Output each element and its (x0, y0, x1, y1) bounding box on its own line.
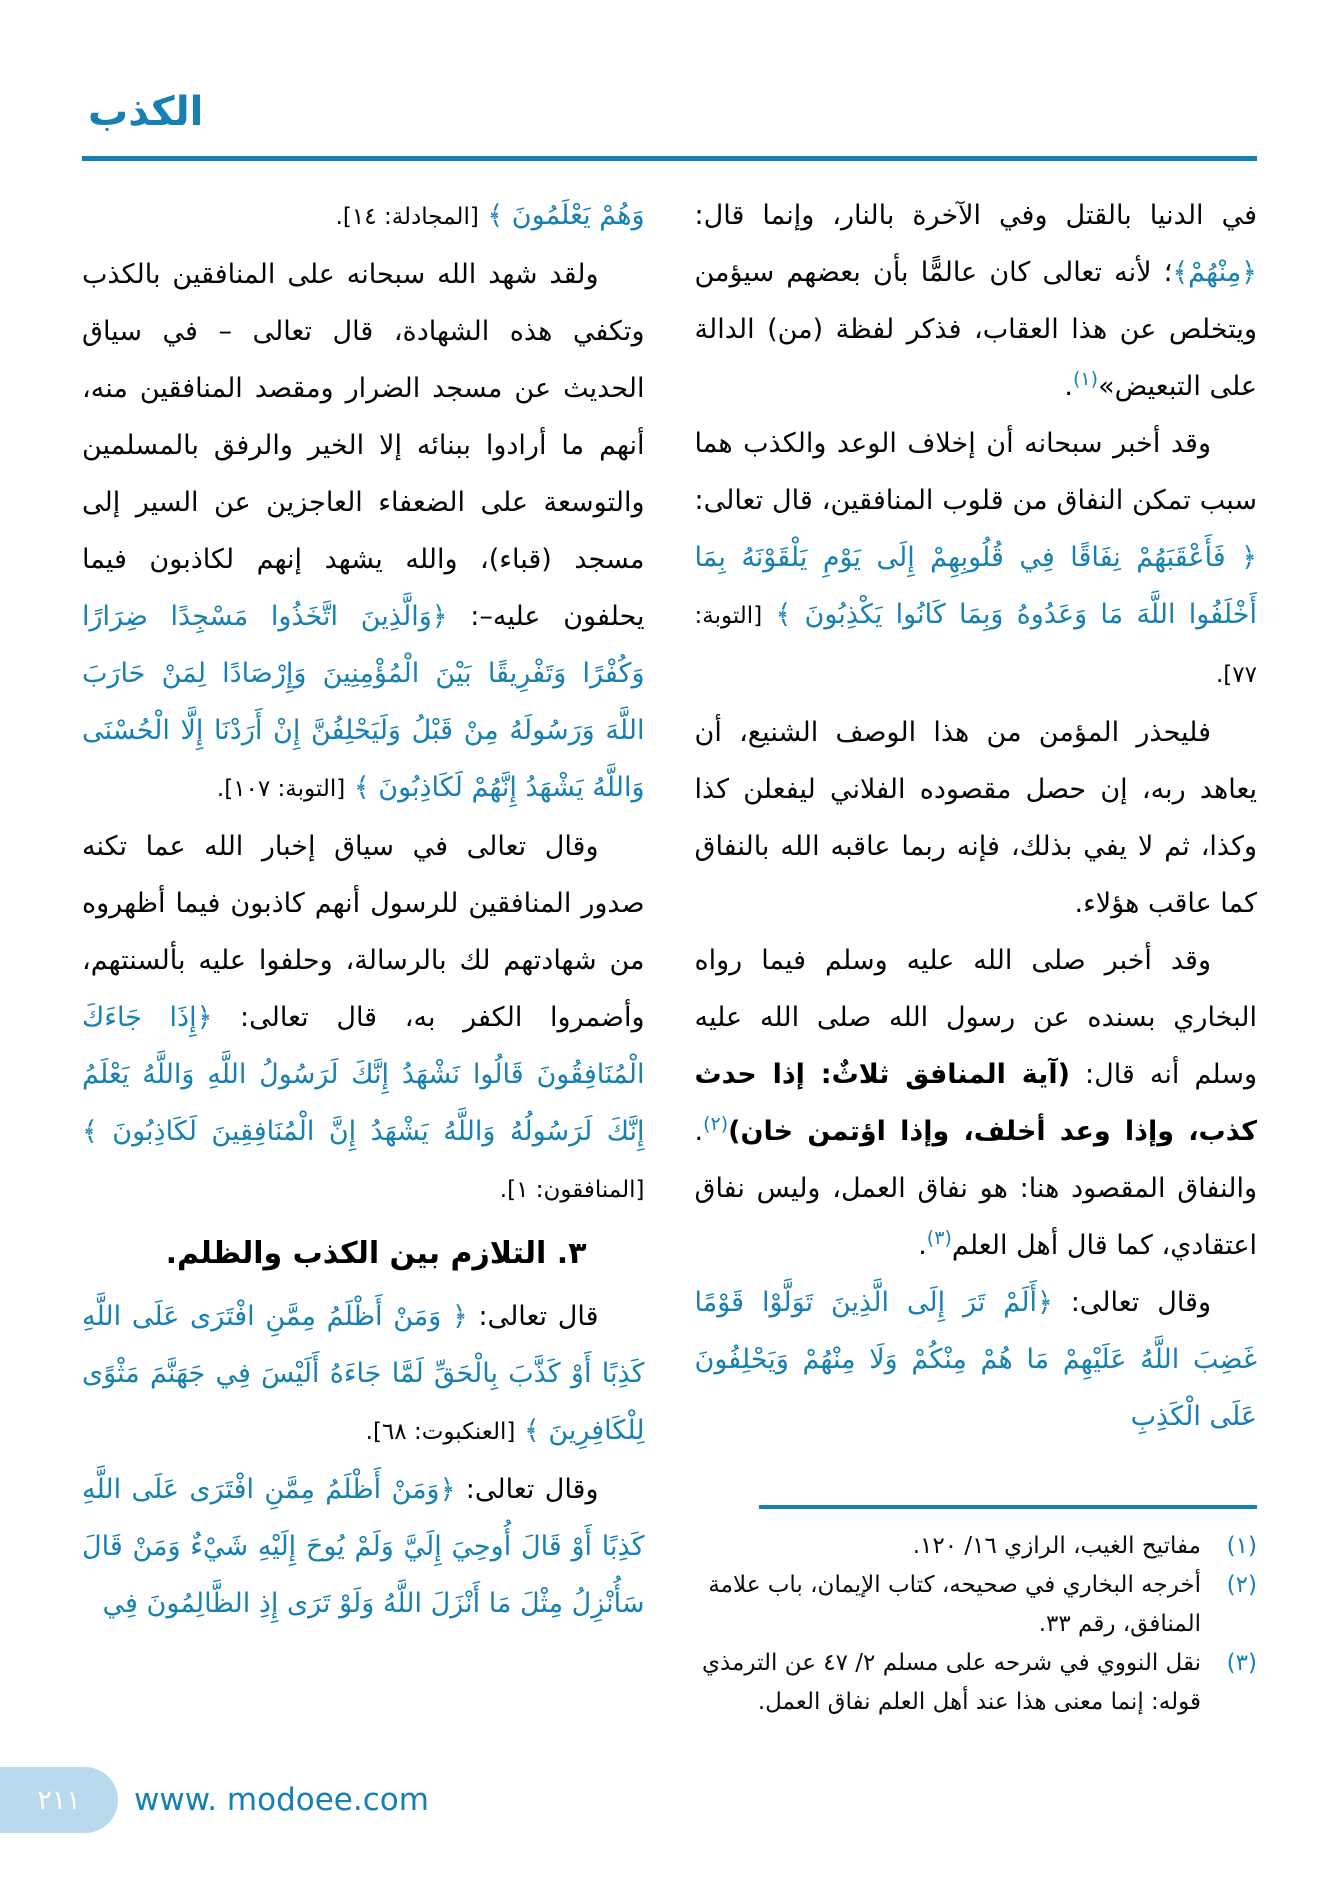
body-text: وقال تعالى: (455, 1474, 599, 1505)
quran-reference: [التوبة: ١٠٧]. (216, 776, 346, 802)
hadith-bold-text: (آية المنافق ثلاثٌ: إذا حدث كذب، وإذا وعد أخلف، وإذا اؤتمن خان) (694, 1059, 1257, 1147)
body-text: وقال تعالى في سياق إخبار الله عما تكنه صدور المنافقين للرسول أنهم كاذبون فيما أظهروه من شهادتهم لك بالرسالة، وحلفوا عليه بألسنتهم، وأضمروا الكفر به، قال تعالى: (82, 831, 645, 1033)
footnote-marker: (١) (1073, 368, 1099, 390)
quran-verse-text: ﴿ فَأَعْقَبَهُمْ نِفَاقًا فِي قُلُوبِهِمْ إِلَى يَوْمِ يَلْقَوْنَهُ بِمَا أَخْلَفُوا اللَّهَ مَا وَعَدُوهُ وَبِمَا كَانُوا يَكْذِبُونَ ﴾ (694, 542, 1257, 630)
footnote-marker: (٣) (926, 1227, 952, 1249)
body-text: ولقد شهد الله سبحانه على المنافقين بالكذب وتكفي هذه الشهادة، قال تعالى – في سياق الحديث عن مسجد الضرار ومقصد المنافقين منه، أنهم ما أرادوا ببنائه إلا الخير والرفق بالمسلمين والتوسعة على الضعفاء العاجزين عن السير إلى مسجد (قباء)، والله يشهد إنهم لكاذبون فيما يحلفون عليه–: (82, 259, 645, 632)
footnote-block (695, 1505, 1258, 1732)
quran-reference: [المجادلة: ١٤]. (335, 204, 479, 230)
page-body (0, 161, 1339, 1732)
footnote-item (695, 1566, 1258, 1644)
paragraph (82, 1288, 645, 1461)
body-text: . والنفاق المقصود هنا: هو نفاق العمل، وليس نفاق اعتقادي، كما قال أهل العلم (694, 1116, 1257, 1261)
body-text: في الدنيا بالقتل وفي الآخرة بالنار، وإنما قال: (694, 200, 1257, 231)
page-footer (0, 1767, 429, 1833)
body-text: ؛ لأنه تعالى كان عالمًّا بأن بعضهم سيؤمن ويتخلص عن هذا العقاب، فذكر لفظة (من) الدالة على التبعيض» (694, 257, 1257, 402)
footnote-text: نقل النووي في شرحه على مسلم ٢/ ٤٧ عن الترمذي قوله: إنما معنى هذا عند أهل العلم نفاق العمل. (701, 1650, 1201, 1715)
section-heading (82, 1225, 645, 1282)
footnote-number: (٢) (1226, 1572, 1257, 1598)
footnote-item (695, 1644, 1258, 1722)
body-text: وقد أخبر صلى الله عليه وسلم فيما رواه البخاري بسنده عن رسول الله صلى الله عليه وسلم أنه قال: (694, 945, 1257, 1090)
paragraph (82, 1461, 645, 1632)
footnote-item (695, 1527, 1258, 1566)
footnote-number: (٣) (1226, 1650, 1257, 1676)
footnote-list (695, 1527, 1258, 1722)
page-number-badge (0, 1767, 118, 1833)
footnote-divider (759, 1505, 1257, 1509)
quran-reference: [المنافقون: ١]. (499, 1177, 645, 1203)
paragraph (82, 187, 645, 246)
footnote-text: مفاتيح الغيب، الرازي ١٦/ ١٢٠. (912, 1533, 1201, 1559)
quran-reference: [التوبة: ٧٧]. (694, 603, 1257, 688)
body-text: قال تعالى: (467, 1301, 599, 1332)
column-left-paragraphs (82, 187, 645, 1632)
page-number: ٢١١ (37, 1784, 81, 1816)
website-link[interactable]: www. modoee.com (134, 1782, 429, 1818)
quran-verse-text: ﴿وَمَنْ أَظْلَمُ مِمَّنِ افْتَرَى عَلَى اللَّهِ كَذِبًا أَوْ قَالَ أُوحِيَ إِلَيَّ وَلَمْ يُوحَ إِلَيْهِ شَيْءٌ وَمَنْ قَالَ سَأُنْزِلُ مِثْلَ مَا أَنْزَلَ اللَّهُ وَلَوْ تَرَى إِذِ الظَّالِمُونَ فِي (82, 1474, 645, 1619)
body-text: وقال تعالى: (1052, 1287, 1211, 1318)
footnote-marker: (٢) (703, 1113, 729, 1135)
body-text: . (1064, 371, 1073, 402)
footnote-text: أخرجه البخاري في صحيحه، كتاب الإيمان، باب علامة المنافق، رقم ٣٣. (708, 1572, 1201, 1637)
quran-reference: [العنكبوت: ٦٨]. (365, 1419, 516, 1445)
footnote-number: (١) (1226, 1533, 1257, 1559)
quran-verse-text: ﴿مِنْهُمْ﴾ (1172, 257, 1257, 288)
paragraph (82, 818, 645, 1219)
paragraph (695, 415, 1258, 704)
quran-verse-text: ﴿إِذَا جَاءَكَ الْمُنَافِقُونَ قَالُوا نَشْهَدُ إِنَّكَ لَرَسُولُ اللَّهِ وَاللَّهُ يَعْلَمُ إِنَّكَ لَرَسُولُهُ وَاللَّهُ يَشْهَدُ إِنَّ الْمُنَافِقِينَ لَكَاذِبُونَ ﴾ (82, 1002, 645, 1147)
column-right-paragraphs (695, 187, 1258, 1445)
page-header (0, 0, 1339, 161)
column-left (82, 187, 645, 1732)
body-text: . (918, 1230, 927, 1261)
body-text: وقد أخبر سبحانه أن إخلاف الوعد والكذب هما سبب تمكن النفاق من قلوب المنافقين، قال تعالى: (694, 428, 1257, 516)
quran-verse-text: وَهُمْ يَعْلَمُونَ ﴾ (478, 200, 645, 231)
quran-verse-text: ﴿أَلَمْ تَرَ إِلَى الَّذِينَ تَوَلَّوْا قَوْمًا غَضِبَ اللَّهُ عَلَيْهِمْ مَا هُمْ مِنْكُمْ وَلَا مِنْهُمْ وَيَحْلِفُونَ عَلَى الْكَذِبِ (694, 1287, 1257, 1432)
paragraph (82, 246, 645, 818)
page-title: الكذب (88, 89, 204, 135)
paragraph (695, 187, 1258, 415)
quran-verse-text: ﴿ وَمَنْ أَظْلَمُ مِمَّنِ افْتَرَى عَلَى اللَّهِ كَذِبًا أَوْ كَذَّبَ بِالْحَقِّ لَمَّا جَاءَهُ أَلَيْسَ فِي جَهَنَّمَ مَثْوًى لِلْكَافِرِينَ ﴾ (82, 1301, 645, 1446)
quran-verse-text: ﴿وَالَّذِينَ اتَّخَذُوا مَسْجِدًا ضِرَارًا وَكُفْرًا وَتَفْرِيقًا بَيْنَ الْمُؤْمِنِينَ وَإِرْصَادًا لِمَنْ حَارَبَ اللَّهَ وَرَسُولَهُ مِنْ قَبْلُ وَلَيَحْلِفُنَّ إِنْ أَرَدْنَا إِلَّا الْحُسْنَى وَاللَّهُ يَشْهَدُ إِنَّهُمْ لَكَاذِبُونَ ﴾ (82, 601, 645, 803)
paragraph (695, 704, 1258, 932)
column-right (695, 187, 1258, 1732)
paragraph (695, 932, 1258, 1274)
body-text: فليحذر المؤمن من هذا الوصف الشنيع، أن يعاهد ربه، إن حصل مقصوده الفلاني ليفعلن كذا وكذا، ثم لا يفي بذلك، فإنه ربما عاقبه الله بالنفاق كما عاقب هؤلاء. (694, 717, 1257, 919)
hadith-bold-text: ٣. التلازم بين الكذب والظلم. (165, 1236, 587, 1271)
paragraph (695, 1274, 1258, 1445)
